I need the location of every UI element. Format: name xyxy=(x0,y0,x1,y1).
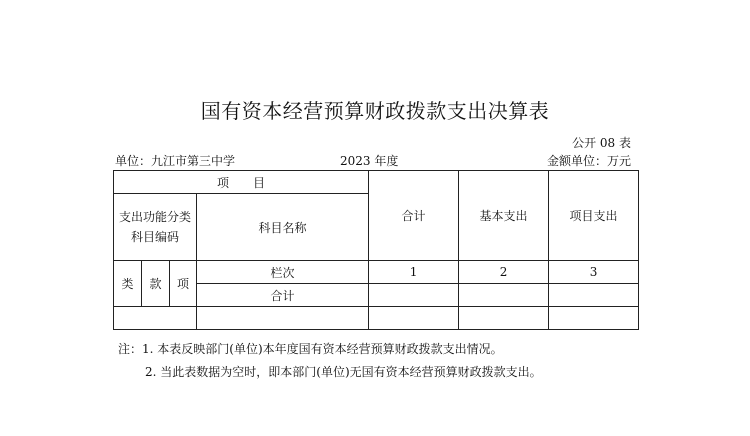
lanci-2: 2 xyxy=(459,261,549,284)
report-title: 国有资本经营预算财政拨款支出决算表 xyxy=(200,99,550,123)
notes xyxy=(118,338,542,384)
lanci-label: 栏次 xyxy=(197,261,369,284)
column-index-row xyxy=(114,261,639,284)
empty-total-cell xyxy=(369,307,459,330)
basic-expenditure-header: 基本支出 xyxy=(459,171,549,261)
empty-row xyxy=(114,307,639,330)
empty-project-cell xyxy=(549,307,639,330)
basic-value-cell xyxy=(459,284,549,307)
xiang-header: 项 xyxy=(170,261,197,307)
total-row-label: 合计 xyxy=(197,284,369,307)
note-2: 2. 当此表数据为空时，即本部门(单位)无国有资本经营预算财政拨款支出。 xyxy=(145,365,542,379)
items-header: 项 目 xyxy=(114,171,369,194)
unit-label: 单位：九江市第三中学 xyxy=(115,154,236,168)
empty-basic-cell xyxy=(459,307,549,330)
project-expenditure-header: 项目支出 xyxy=(549,171,639,261)
empty-name-cell xyxy=(197,307,369,330)
year-label: 2023 年度 xyxy=(340,154,399,168)
lei-header: 类 xyxy=(114,261,142,307)
expenditure-table xyxy=(113,170,639,330)
lanci-1: 1 xyxy=(369,261,459,284)
subject-name-header: 科目名称 xyxy=(197,194,369,261)
lanci-3: 3 xyxy=(549,261,639,284)
function-code-header: 支出功能分类科目编码 xyxy=(114,194,197,261)
total-header: 合计 xyxy=(369,171,459,261)
money-unit-label: 金额单位：万元 xyxy=(546,154,631,168)
kuan-header: 款 xyxy=(142,261,170,307)
total-value-cell xyxy=(369,284,459,307)
empty-code-cell xyxy=(114,307,197,330)
project-value-cell xyxy=(549,284,639,307)
header-row xyxy=(114,171,639,194)
form-code: 公开 08 表 xyxy=(572,136,631,150)
note-1: 注：1. 本表反映部门(单位)本年度国有资本经营预算财政拨款支出情况。 xyxy=(118,342,503,356)
